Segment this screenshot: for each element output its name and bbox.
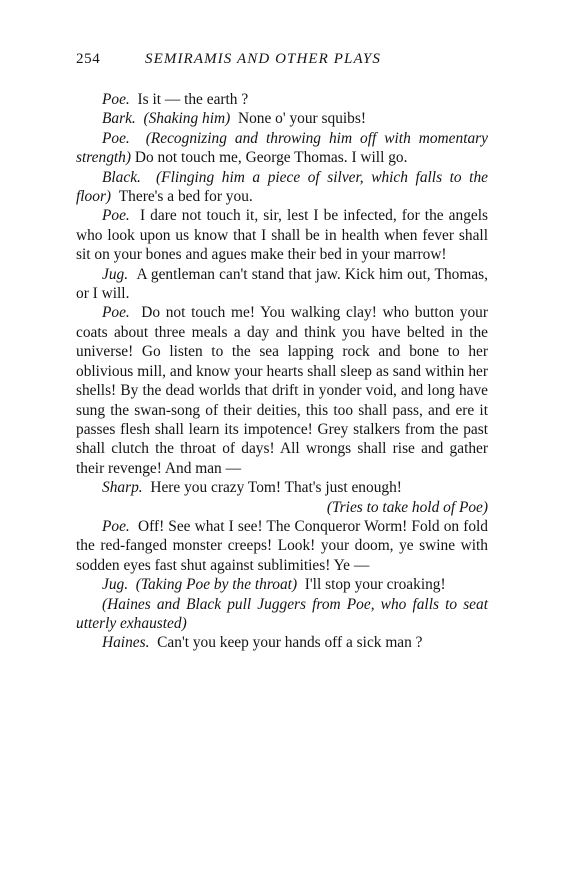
speaker-name: Poe. [102,517,130,535]
speech [76,303,488,478]
speech-text: I dare not touch it, sir, lest I be infected, for the angels who look upon us know that I shall be in health when fever shall sit on your bones and agues make their bed in your marrow! [76,207,488,264]
speaker-name: Jug. [102,576,129,594]
stage-direction: (Shaking him) [143,110,231,128]
speaker-name: Black. [102,168,141,186]
speech [76,206,488,264]
play-text [76,90,488,653]
speech-text: Do not touch me! You walking clay! who button your coats about three meals a day and think you have belted in the universe! Go listen to the sea lapping rock and bone to her oblivious mill, and know your hearts shall sleep as sand within her shells! By the dead worlds that drift in yonder void, and long have sung the swan-song of their deities, this too shall pass, and ere it passes flesh shall learn its impotence! Grey stalkers from the past shall clutch the throat of days! All wrongs shall rise and gather their revenge! And man — [76,304,489,477]
speech-text: I'll stop your croaking! [304,576,446,594]
running-title: SEMIRAMIS AND OTHER PLAYS [145,51,381,67]
speech [76,478,488,497]
speaker-name: Jug. [102,265,129,283]
speech-text: Is it — the earth ? [137,91,249,108]
speaker-name: Bark. [102,110,136,128]
page-number: 254 [76,51,101,67]
stage-direction: (Recognizing and throwing him off with momentary strength) [76,129,488,167]
speaker-name: Poe. [102,129,130,147]
speech-text: Off! See what I see! The Conqueror Worm! Fold on fold the red-fanged monster creeps! Look! your doom, ye swine with sodden eyes fast shut against sublimities! Ye — [76,517,489,574]
speech [76,109,488,128]
speech [76,90,488,109]
speaker-name: Poe. [102,304,130,322]
speaker-name: Haines. [102,634,150,652]
speech [76,168,488,207]
speech-text: There's a bed for you. [118,188,253,206]
speaker-name: Poe. [102,207,130,225]
speaker-name: Sharp. [102,479,143,497]
stage-direction: (Flinging him a piece of silver, which falls to the floor) [76,168,488,206]
stage-direction-right: (Tries to take hold of Poe) [326,498,488,516]
speech-text: Here you crazy Tom! That's just enough! [150,479,402,497]
speech-text: Can't you keep your hands off a sick man ? [157,634,423,652]
stage-direction-block: (Haines and Black pull Juggers from Poe, who falls to seat utterly exhausted) [76,595,488,632]
stage-direction: (Taking Poe by the throat) [135,576,298,594]
speaker-name: Poe. [102,91,130,108]
speech-text: Do not touch me, George Thomas. I will go. [134,149,408,167]
speech [76,633,488,652]
speech [76,129,488,168]
speech [76,517,488,575]
speech-text: None o' your squibs! [237,110,366,128]
speech [76,575,488,594]
speech [76,265,488,304]
speech-text: A gentleman can't stand that jaw. Kick him out, Thomas, or I will. [76,265,488,303]
